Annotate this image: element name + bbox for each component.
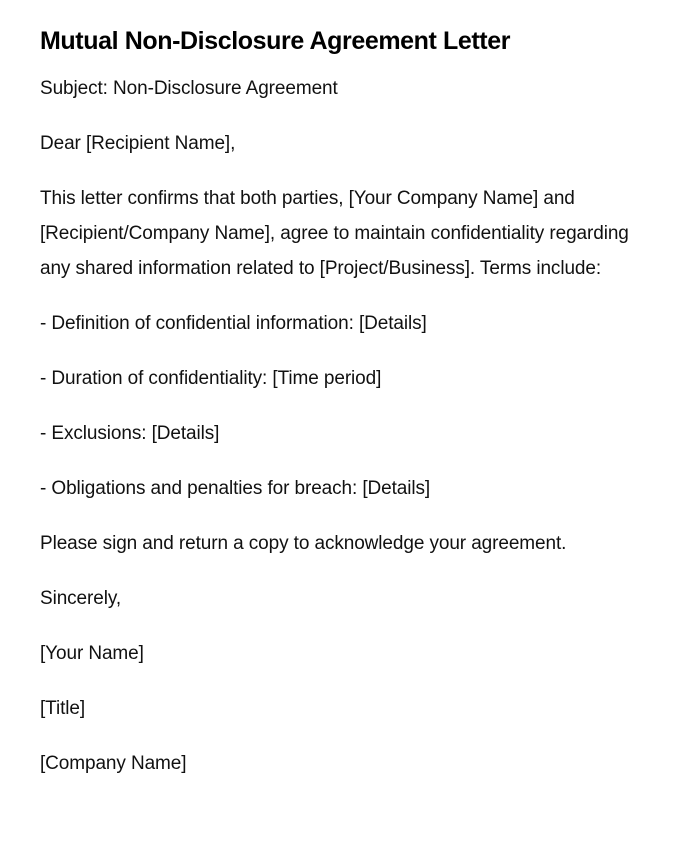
closing-request: Please sign and return a copy to acknowledge your agreement. xyxy=(40,533,567,554)
term-item: - Obligations and penalties for breach: [Details] xyxy=(40,478,431,499)
subject-line: Subject: Non-Disclosure Agreement xyxy=(40,78,338,99)
signature-name: [Your Name] xyxy=(40,643,144,664)
document-title: Mutual Non-Disclosure Agreement Letter xyxy=(40,27,511,55)
signature-company: [Company Name] xyxy=(40,753,187,774)
sign-off: Sincerely, xyxy=(40,588,122,609)
signature-title: [Title] xyxy=(40,698,86,719)
greeting: Dear [Recipient Name], xyxy=(40,133,236,154)
term-item: - Exclusions: [Details] xyxy=(40,423,220,444)
term-item: - Duration of confidentiality: [Time period] xyxy=(40,368,382,389)
intro-paragraph: This letter confirms that both parties, [Your Company Name] and [Recipient/Company Name], agree to maintain confidentiality regarding any shared information related to [Project/Business]. Terms include: xyxy=(40,188,629,279)
term-item: - Definition of confidential information: [Details] xyxy=(40,313,427,334)
